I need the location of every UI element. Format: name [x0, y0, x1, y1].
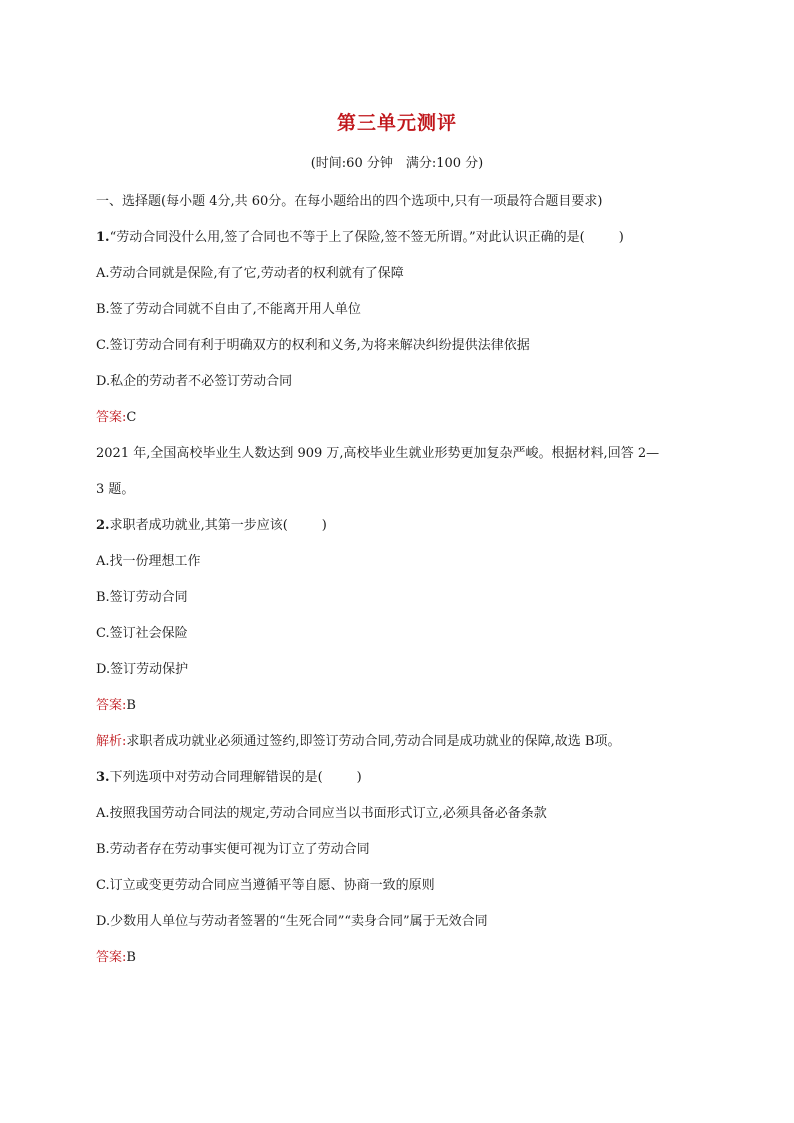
answer-value: B — [126, 950, 136, 965]
option-d: D.少数用人单位与劳动者签署的“生死合同”“卖身合同”属于无效合同 — [96, 914, 488, 929]
question-stem: 求职者成功就业,其第一步应该( — [109, 518, 288, 533]
answer-2 — [96, 694, 136, 713]
analysis-text: 求职者成功就业必须通过签约,即签订劳动合同,劳动合同是成功就业的保障,故选 B项。 — [126, 734, 621, 749]
question-1 — [96, 226, 624, 245]
option-b: B.劳动者存在劳动事实便可视为订立了劳动合同 — [96, 842, 370, 857]
answer-value: C — [126, 410, 137, 425]
question-3 — [96, 766, 362, 785]
question-stem: “劳动合同没什么用,签了合同也不等于上了保险,签不签无所谓。”对此认识正确的是( — [109, 230, 585, 245]
question-2 — [96, 514, 327, 533]
material-line-1: 2021 年,全国高校毕业生人数达到 909 万,高校毕业生就业形势更加复杂严峻。根据材料,回答 2— — [96, 446, 660, 461]
option-c: C.订立或变更劳动合同应当遵循平等自愿、协商一致的原则 — [96, 878, 435, 893]
question-close-paren: ) — [618, 230, 624, 245]
option-b: B.签订劳动合同 — [96, 590, 188, 605]
option-c: C.签订劳动合同有利于明确双方的权利和义务,为将来解决纠纷提供法律依据 — [96, 338, 530, 353]
question-number: 1. — [96, 230, 110, 245]
option-a: A.按照我国劳动合同法的规定,劳动合同应当以书面形式订立,必须具备必备条款 — [96, 806, 547, 821]
answer-3 — [96, 946, 136, 965]
analysis-2 — [96, 730, 620, 749]
answer-label: 答案: — [96, 698, 127, 713]
option-d: D.私企的劳动者不必签订劳动合同 — [96, 374, 293, 389]
analysis-label: 解析: — [96, 734, 127, 749]
question-close-paren: ) — [321, 518, 327, 533]
option-a: A.劳动合同就是保险,有了它,劳动者的权利就有了保障 — [96, 266, 404, 281]
question-stem: 下列选项中对劳动合同理解错误的是( — [109, 770, 323, 785]
option-b: B.签了劳动合同就不自由了,不能离开用人单位 — [96, 302, 361, 317]
option-d: D.签订劳动保护 — [96, 662, 189, 677]
material-line-2: 3 题。 — [96, 482, 135, 497]
option-c: C.签订社会保险 — [96, 626, 188, 641]
question-number: 2. — [96, 518, 110, 533]
option-a: A.找一份理想工作 — [96, 554, 201, 569]
answer-label: 答案: — [96, 950, 127, 965]
section-heading: 一、选择题(每小题 4分,共 60分。在每小题给出的四个选项中,只有一项最符合题目要求) — [96, 194, 603, 209]
answer-1 — [96, 406, 136, 425]
question-close-paren: ) — [356, 770, 362, 785]
answer-value: B — [126, 698, 136, 713]
page-title: 第三单元测评 — [336, 112, 457, 134]
question-number: 3. — [96, 770, 110, 785]
exam-info: (时间:60 分钟 满分:100 分) — [310, 156, 484, 171]
answer-label: 答案: — [96, 410, 127, 425]
